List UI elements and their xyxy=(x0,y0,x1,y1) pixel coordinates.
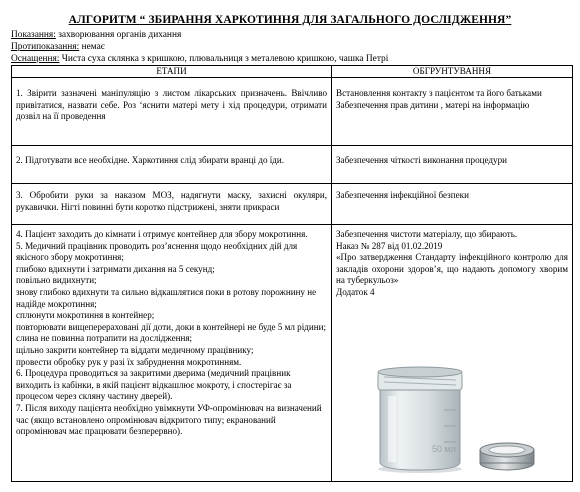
equipment-value: Чиста суха склянка з кришкою, плювальниця з металевою кришкою, чашка Петрі xyxy=(59,54,389,64)
algorithm-table xyxy=(11,65,573,482)
rationale-cell: Встановлення контакту з пацієнтом та його батьками Забезпечення прав дитини , матері на інформацію xyxy=(332,78,573,146)
table-row xyxy=(12,225,573,482)
stage-cell: 3. Обробити руки за наказом МОЗ, надягнути маску, захисні окуляри, рукавички. Нігті повинні бути коротко підстрижені, зняти прикраси xyxy=(12,184,332,225)
rationale-cell: Забезпечення інфекційної безпеки xyxy=(332,184,573,225)
table-row xyxy=(12,184,573,225)
specimen-jar-icon xyxy=(374,366,539,474)
header-stages: ЕТАПИ xyxy=(12,66,332,78)
rationale-cell: Забезпечення чистоти матеріалу, що збирають. Наказ № 287 від 01.02.2019 «Про затвердження Стандарту інфекційного контролю для закладів охорони здоров’я, що надають допомогу хворим на туберкульоз» Додаток 4 50 мл xyxy=(332,225,573,482)
contraindications-label: Протипоказання: xyxy=(11,42,80,52)
table-header-row xyxy=(12,66,573,78)
equipment-line xyxy=(11,54,388,64)
page-title: АЛГОРИТМ “ ЗБИРАННЯ ХАРКОТИННЯ ДЛЯ ЗАГАЛЬНОГО ДОСЛІДЖЕННЯ” xyxy=(68,14,512,26)
contraindications-value: немає xyxy=(79,42,105,52)
specimen-jar-image xyxy=(374,366,539,478)
header-rationale: ОБГРУНТУВАННЯ xyxy=(332,66,573,78)
stage-cell: 2. Підготувати все необхідне. Харкотиння слід збирати вранці до їди. xyxy=(12,146,332,184)
rationale-cell: Забезпечення чіткості виконання процедури xyxy=(332,146,573,184)
indications-label: Показання: xyxy=(11,30,56,40)
stage-cell: 1. Звірити зазначені маніпуляцію з листом лікарських призначень. Ввічливо привітатися, назвати себе. Роз ‘яснити матері мету і хід процедури, отримати дозвіл на її проведення xyxy=(12,78,332,146)
table-row xyxy=(12,146,573,184)
indications-line xyxy=(11,30,181,40)
jar-volume-label: 50 мл xyxy=(432,444,456,454)
contraindications-line xyxy=(11,42,105,52)
indications-value: захворювання органів дихання xyxy=(55,30,182,40)
equipment-label: Оснащення: xyxy=(11,54,60,64)
stage-cell: 4. Пацієнт заходить до кімнати і отримує контейнер для збору мокротиння. 5. Медичний працівник проводить роз’яснення щодо необхідних дій для якісного збору мокротиння; глибоко вдихнути і затримати дихання на 5 секунд; повільно видихнути; знову глибоко вдихнути та сильно відкашлятися поки в ротову порожнину не надійде мокротиння; сплюнути мокротиння в контейнер; повторювати вищеперераховані дії доти, доки в контейнері не буде 5 мл рідини; слина не повинна потрапити на дослідження; щільно закрити контейнер та віддати медичному працівнику; провести обробку рук у разі їх забруднення мокротинням. 6. Процедура проводиться за закритими дверима (медичний працівник виходить із кабінки, в якій пацієнт відкашлює мокроту, і спостерігає за процесом через скляну частину дверей). 7. Після виходу пацієнта необхідно увімкнути УФ-опромінювач на визначений час (якщо встановлено опромінювач відкритого типу; екранований опромінювач має працювати безперервно). xyxy=(12,225,332,482)
table-row xyxy=(12,78,573,146)
